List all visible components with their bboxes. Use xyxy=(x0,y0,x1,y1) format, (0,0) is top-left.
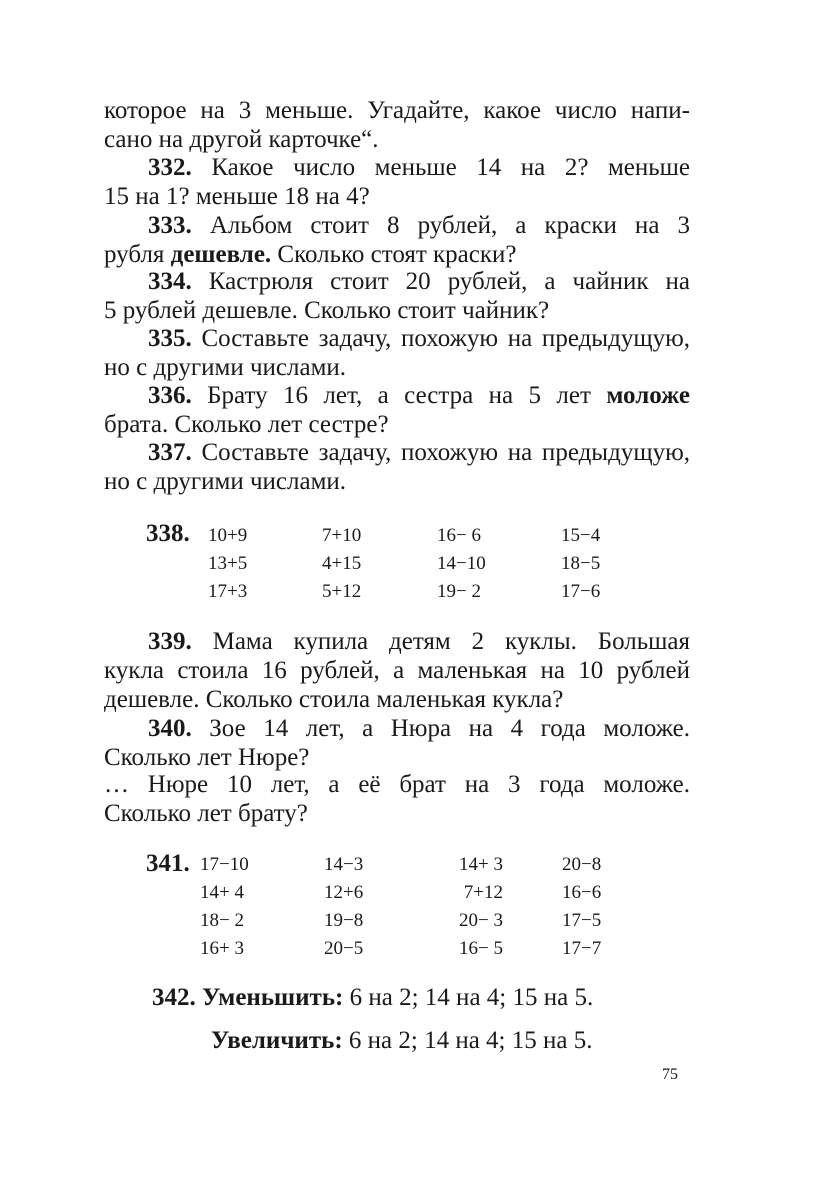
text-line xyxy=(104,153,690,182)
problem-number: 334. xyxy=(148,268,192,295)
exercise-column xyxy=(437,522,486,606)
expression: 14+ 4 xyxy=(200,882,244,903)
problem-text: Составьте задачу, похожую на предыдущую, xyxy=(201,439,690,466)
emphasis-text: Уменьшить: xyxy=(202,984,344,1011)
expression: 17−7 xyxy=(562,938,602,959)
problem-340-continuation xyxy=(104,770,690,828)
problem-number: 339. xyxy=(148,628,192,655)
text-line xyxy=(104,240,690,269)
emphasis-text: моложе xyxy=(606,382,691,409)
exercise-342-line2 xyxy=(211,1026,592,1055)
expression: 20−8 xyxy=(562,854,602,875)
exercise-341-number: 341. xyxy=(146,850,190,877)
problem-text: 6 на 2; 14 на 4; 15 на 5. xyxy=(348,1027,593,1054)
problem-337 xyxy=(104,438,690,496)
text-line xyxy=(104,324,690,353)
expression: 13+5 xyxy=(208,553,248,574)
problem-text: Зое 14 лет, а Нюра на 4 года моложе. xyxy=(209,715,690,742)
exercise-column xyxy=(324,851,363,963)
problem-text: 6 на 2; 14 на 4; 15 на 5. xyxy=(349,984,594,1011)
expression: 20− 3 xyxy=(459,910,503,931)
expression: 15−4 xyxy=(561,525,601,546)
text-line xyxy=(104,381,690,410)
expression: 18− 2 xyxy=(200,910,244,931)
expression: 17−10 xyxy=(200,854,249,875)
problem-335 xyxy=(104,324,690,382)
problem-text: Брату 16 лет, а сестра на 5 лет xyxy=(207,382,591,409)
expression: 4+15 xyxy=(322,553,362,574)
problem-332 xyxy=(104,153,690,211)
problem-number: 333. xyxy=(148,212,192,239)
expression: 20−5 xyxy=(324,938,364,959)
expression: 19− 2 xyxy=(437,581,481,602)
exercise-column xyxy=(561,522,600,606)
problem-number: 332. xyxy=(148,154,192,181)
exercise-column xyxy=(322,522,361,606)
expression: 7+10 xyxy=(322,525,362,546)
exercise-column xyxy=(437,851,503,963)
exercise-column xyxy=(208,522,247,606)
exercise-342-line1 xyxy=(152,983,593,1012)
carry-over-paragraph xyxy=(104,96,690,154)
text-line: Сколько лет брату? xyxy=(104,800,308,827)
emphasis-text: дешевле. xyxy=(170,241,272,268)
text-line: … Нюре 10 лет, а её брат на 3 года моложе. xyxy=(104,771,690,798)
text-line: брата. Сколько лет сестре? xyxy=(104,411,389,438)
text-line: Сколько лет Нюре? xyxy=(104,744,310,771)
text-line: 5 рублей дешевле. Сколько стоит чайник? xyxy=(104,297,550,324)
expression: 5+12 xyxy=(322,581,362,602)
text-line xyxy=(104,438,690,467)
expression: 16− 6 xyxy=(437,525,481,546)
problem-number: 336. xyxy=(148,382,192,409)
text-line: но с другими числами. xyxy=(104,354,347,381)
text-line xyxy=(104,267,690,296)
expression: 17−6 xyxy=(561,581,601,602)
expression: 7+12 xyxy=(463,882,503,903)
text-line: сано на другой карточке“. xyxy=(104,126,379,153)
expression: 14−10 xyxy=(437,553,486,574)
exercise-338-grid xyxy=(208,522,628,612)
expression: 18−5 xyxy=(561,553,601,574)
problem-text: Какое число меньше 14 на 2? меньше xyxy=(211,154,691,181)
text-line: кукла стоила 16 рублей, а маленькая на 10 рублей xyxy=(104,657,690,684)
problem-340 xyxy=(104,714,690,772)
exercise-column xyxy=(200,851,249,963)
page-number: 75 xyxy=(662,1066,678,1083)
expression: 12+6 xyxy=(324,882,364,903)
text-line: 15 на 1? меньше 18 на 4? xyxy=(104,183,370,210)
expression: 17+3 xyxy=(208,581,248,602)
problem-number: 337. xyxy=(148,439,192,466)
expression: 14+ 3 xyxy=(459,854,503,875)
text-line: дешевле. Сколько стоила маленькая кукла? xyxy=(104,686,564,713)
expression: 10+9 xyxy=(208,525,248,546)
text-line xyxy=(104,627,690,656)
exercise-column xyxy=(562,851,601,963)
text-line: но с другими числами. xyxy=(104,468,347,495)
problem-339 xyxy=(104,627,690,714)
problem-334 xyxy=(104,267,690,325)
problem-number: 335. xyxy=(148,325,192,352)
problem-number: 340. xyxy=(148,715,192,742)
expression: 17−5 xyxy=(562,910,602,931)
problem-number: 342. xyxy=(152,984,196,1011)
text-line xyxy=(104,211,690,240)
expression: 14−3 xyxy=(324,854,364,875)
problem-text: Составьте задачу, похожую на предыдущую, xyxy=(201,325,690,352)
exercise-338-number: 338. xyxy=(146,520,190,547)
problem-333 xyxy=(104,211,690,269)
problem-336 xyxy=(104,381,690,439)
problem-text: Кастрюля стоит 20 рублей, а чайник на xyxy=(208,268,690,295)
expression: 16+ 3 xyxy=(200,938,244,959)
problem-text: рубля xyxy=(104,241,165,268)
problem-text: Альбом стоит 8 рублей, а краски на 3 xyxy=(209,212,690,239)
exercise-341-grid xyxy=(200,851,630,967)
text-line xyxy=(104,714,690,743)
emphasis-text: Увеличить: xyxy=(211,1027,343,1054)
problem-text: Сколько стоят краски? xyxy=(277,241,517,268)
expression: 19−8 xyxy=(324,910,364,931)
expression: 16− 5 xyxy=(459,938,503,959)
text-line: которое на 3 меньше. Угадайте, какое число напи- xyxy=(104,97,690,124)
expression: 16−6 xyxy=(562,882,602,903)
problem-text: Мама купила детям 2 куклы. Большая xyxy=(212,628,690,655)
